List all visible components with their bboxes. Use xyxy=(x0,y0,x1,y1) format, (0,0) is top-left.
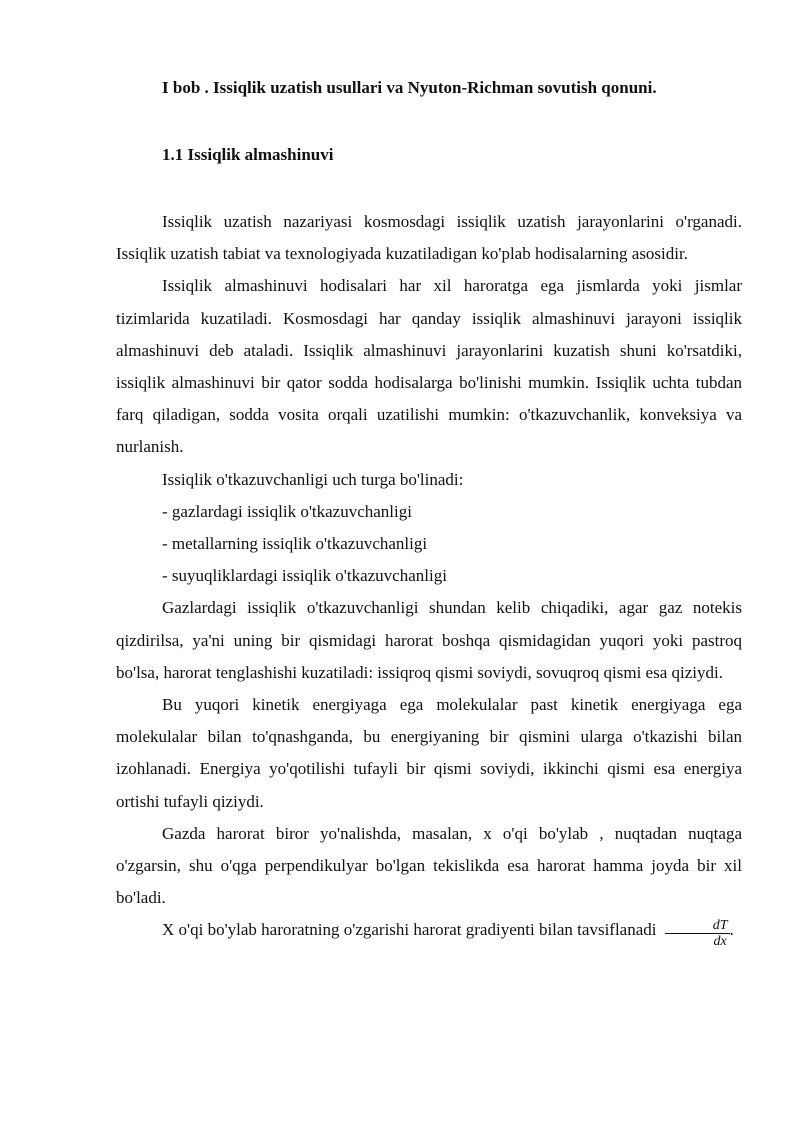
paragraph: Gazda harorat biror yo'nalishda, masalan, x o'qi bo'ylab , nuqtadan nuqtaga o'zgarsin, shu o'qga perpendikulyar bo'lgan tekislikda esa harorat hamma joyda bir xil bo'ladi. xyxy=(116,823,742,908)
fraction-denominator: dx xyxy=(713,934,727,950)
fraction-numerator: dT xyxy=(665,918,730,934)
gradient-fraction xyxy=(665,918,730,949)
paragraph: Issiqlik almashinuvi hodisalari har xil haroratga ega jismlarda yoki jismlar tizimlarida kuzatiladi. Kosmosdagi har qanday issiqlik almashinuvi jarayoni issiqlik almashinuvi deb ataladi. Issiqlik almashinuvi jarayonlarini kuzatish shuni ko'rsatdiki, issiqlik almashinuvi bir qator sodda hodisalarga bo'linishi mumkin. Issiqlik uchta tubdan farq qiladigan, sodda vosita orqali uzatilishi mumkin: o'tkazuvchanlik, konveksiya va nurlanish. xyxy=(116,276,742,457)
list-item: - suyuqliklardagi issiqlik o'tkazuvchanligi xyxy=(162,566,447,586)
body-text xyxy=(116,206,742,949)
end-punctuation: . xyxy=(729,920,734,940)
chapter-title: I bob . Issiqlik uzatish usullari va Nyuton-Richman sovutish qonuni. xyxy=(162,78,657,97)
paragraph: Gazlardagi issiqlik o'tkazuvchanligi shundan kelib chiqadiki, agar gaz notekis qizdirilsa, ya'ni uning bir qismidagi harorat boshqa qismidagidan yuqori yoki pastroq bo'lsa, harorat tenglashishi kuzatiladi: issiqroq qismi soviydi, sovuqroq qismi esa qiziydi. xyxy=(116,598,742,682)
paragraph: Issiqlik uzatish nazariyasi kosmosdagi issiqlik uzatish jarayonlarini o'rganadi. Issiqlik uzatish tabiat va texnologiyada kuzatiladigan ko'plab hodisalarning asosidir. xyxy=(116,212,742,264)
gradient-definition-line xyxy=(116,914,742,949)
list-item: - metallarning issiqlik o'tkazuvchanligi xyxy=(162,534,428,554)
gradient-text: X o'qi bo'ylab haroratning o'zgarishi harorat gradiyenti bilan tavsiflanadi xyxy=(162,920,657,940)
paragraph: Issiqlik o'tkazuvchanligi uch turga bo'linadi: xyxy=(162,469,464,489)
list-item: - gazlardagi issiqlik o'tkazuvchanligi xyxy=(162,501,412,521)
section-title: 1.1 Issiqlik almashinuvi xyxy=(162,145,334,164)
paragraph: Bu yuqori kinetik energiyaga ega molekulalar past kinetik energiyaga ega molekulalar bilan to'qnashganda, bu energiyaning bir qismini ularga o'tkazishi bilan izohlanadi. Energiya yo'qotilishi tufayli bir qismi soviydi, ikkinchi qismi esa energiya ortishi tufayli qiziydi. xyxy=(116,695,742,811)
